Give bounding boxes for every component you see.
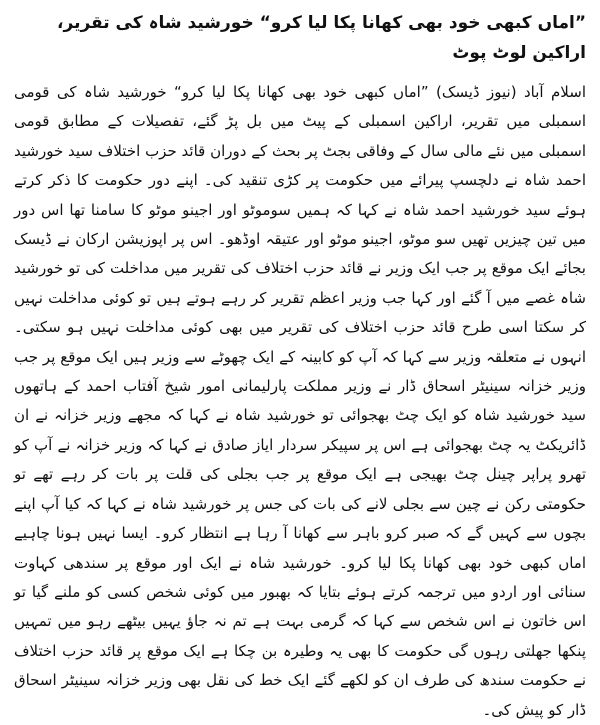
article-body: اسلام آباد (نیوز ڈیسک) ”اماں کبھی خود بھی کھانا پکا لیا کرو“ خورشید شاہ کی قومی اسمبلی میں تقریر، اراکین اسمبلی کے پیٹ میں بل پڑ گئے، تفصیلات کے مطابق قومی اسمبلی میں نئے مالی سال کے وفاقی بجٹ پر بحث کے دوران قائد حزب اختلاف سید خورشید احمد شاہ نے دلچسپ پیرائے میں حکومت پر کڑی تنقید کی۔ اپنے دور حکومت کا ذکر کرتے ہوئے سید خورشید احمد شاہ نے کہا کہ ہمیں سوموٹو اور اجینو موٹو کا سامنا تھا اس دور میں تین چیزیں تھیں سو موٹو، اجینو موٹو اور عتیقہ اوڈھو۔ اس پر اپوزیشن ارکان نے ڈیسک بجائے ایک موقع پر جب ایک وزیر نے قائد حزب اختلاف کی تقریر میں مداخلت کی تو خورشید شاہ غصے میں آ گئے اور کہا جب وزیر اعظم تقریر کر رہے ہوتے ہیں تو کوئی مداخلت نہیں کر سکتا اسی طرح قائد حزب اختلاف کی تقریر میں بھی کوئی مداخلت نہیں ہو سکتی۔ انہوں نے متعلقہ وزیر سے کہا کہ آپ کو کابینہ کے ایک چھوٹے سے وزیر ہیں ایک موقع پر جب وزیر خزانہ سینیٹر اسحاق ڈار نے وزیر مملکت پارلیمانی امور شیخ آفتاب احمد کے ہاتھوں سید خورشید شاہ کو ایک چٹ بھجوائی تو خورشید شاہ نے کہا کہ مجھے وزیر خزانہ نے ان ڈائریکٹ یہ چٹ بھجوائی ہے اس پر سپیکر سردار ایاز صادق نے کہا کہ وزیر خزانہ نے آپ کو تھرو پراپر چینل چٹ بھیجی ہے ایک موقع پر جب بجلی کی قلت پر بات کر رہے تھے تو حکومتی رکن نے چین سے بجلی لانے کی بات کی جس پر خورشید شاہ نے کہا کہ کیا آپ اپنے بچوں سے کہیں گے کہ صبر کرو باہر سے کھانا آ رہا ہے انتظار کرو۔ ایسا نہیں ہونا چاہیے اماں کبھی خود بھی کھانا پکا لیا کرو۔ خورشید شاہ نے ایک اور موقع پر سندھی کہاوت سنائی اور اردو میں ترجمہ کرتے ہوئے بتایا کہ بھبور میں کوئی شخص کسی کو ملنے گیا تو اس خاتون نے اس شخص سے کہا کہ گرمی بہت ہے تم نہ جاؤ یہیں بیٹھے رہو میں تمہیں پنکھا جھلتی رہوں گی حکومت کا بھی یہ وطیرہ بن چکا ہے ایک موقع پر قائد حزب اختلاف نے حکومت سندھ کی طرف ان کو لکھے گئے ایک خط کی نقل بھی وزیر خزانہ سینیٹر اسحاق ڈار کو پیش کی۔: [14, 83, 586, 719]
article-headline: ”اماں کبھی خود بھی کھانا پکا لیا کرو“ خورشید شاہ کی تقریر، اراکین لوٹ پوٹ: [57, 13, 586, 63]
